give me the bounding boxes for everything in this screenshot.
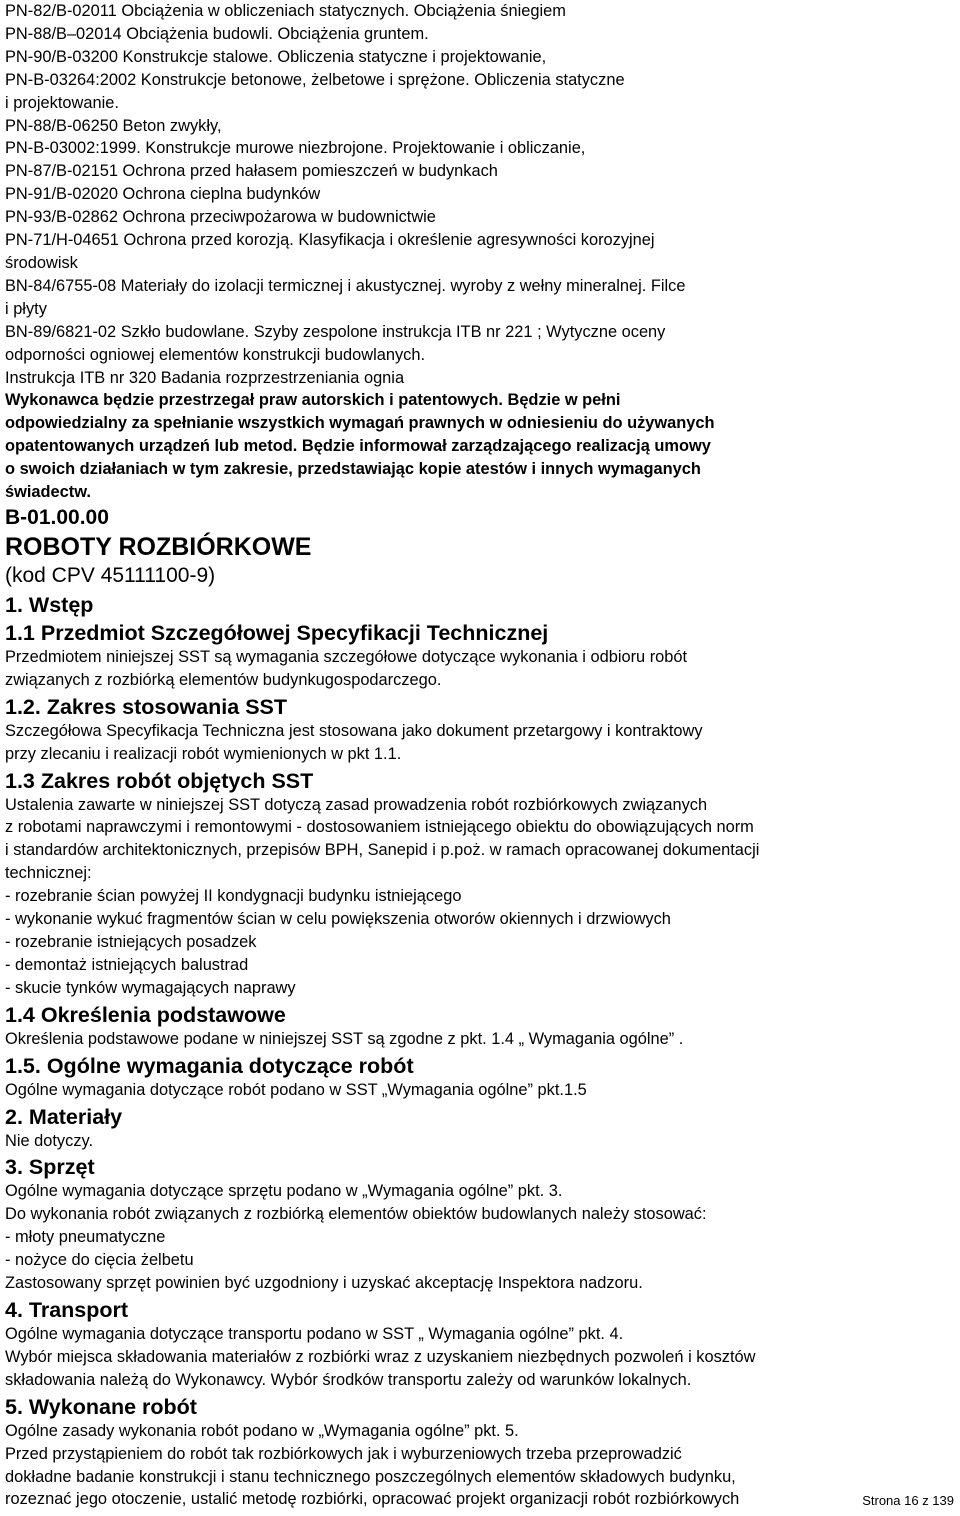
text-line: PN-93/B-02862 Ochrona przeciwpożarowa w budownictwie xyxy=(5,208,436,227)
section-heading: 1.4 Określenia podstawowe xyxy=(5,1002,286,1027)
list-item: - młoty pneumatyczne xyxy=(5,1228,166,1247)
text-line: PN-B-03002:1999. Konstrukcje murowe niezbrojone. Projektowanie i obliczanie, xyxy=(5,139,586,158)
section-heading: 2. Materiały xyxy=(5,1104,123,1129)
section-heading: 1.3 Zakres robót objętych SST xyxy=(5,768,314,793)
text-line: i projektowanie. xyxy=(5,93,119,112)
section-heading: 1. Wstęp xyxy=(5,592,94,617)
text-line: świadectw. xyxy=(5,483,91,502)
text-line: PN-91/B-02020 Ochrona cieplna budynków xyxy=(5,185,321,204)
text-line: z robotami naprawczymi i remontowymi - dostosowaniem istniejącego obiektu do obowiązujących norm xyxy=(5,818,754,837)
text-line: PN-88/B-06250 Beton zwykły, xyxy=(5,116,222,135)
section-heading: 1.5. Ogólne wymagania dotyczące robót xyxy=(5,1053,414,1078)
list-item: - demontaż istniejących balustrad xyxy=(5,955,249,974)
text-line: PN-71/H-04651 Ochrona przed korozją. Klasyfikacja i określenie agresywności korozyjnej xyxy=(5,231,655,250)
text-line: rozeznać jego otoczenie, ustalić metodę rozbiórki, opracować projekt organizacji robót rozbiórkowych xyxy=(5,1490,740,1509)
text-line: Instrukcja ITB nr 320 Badania rozprzestrzeniania ognia xyxy=(5,368,405,387)
text-line: PN-B-03264:2002 Konstrukcje betonowe, żelbetowe i sprężone. Obliczenia statyczne xyxy=(5,70,625,89)
section-heading: 3. Sprzęt xyxy=(5,1155,95,1180)
list-item: - rozebranie istniejących posadzek xyxy=(5,933,257,951)
list-item: - skucie tynków wymagających naprawy xyxy=(5,978,296,997)
text-line: i płyty xyxy=(5,299,47,318)
text-line: Zastosowany sprzęt powinien być uzgodniony i uzyskać akceptację Inspektora nadzoru. xyxy=(5,1274,643,1293)
text-line: Do wykonania robót związanych z rozbiórką elementów obiektów budowlanych należy stosować: xyxy=(5,1205,707,1224)
text-line: związanych z rozbiórką elementów budynkugospodarczego. xyxy=(5,670,442,689)
text-line: PN-87/B-02151 Ochrona przed hałasem pomieszczeń w budynkach xyxy=(5,162,498,181)
text-line: Ogólne wymagania dotyczące robót podano w SST „Wymagania ogólne” pkt.1.5 xyxy=(5,1080,587,1099)
text-line: BN-89/6821-02 Szkło budowlane. Szyby zespolone instrukcja ITB nr 221 ; Wytyczne oceny xyxy=(5,322,666,341)
text-line: środowisk xyxy=(5,253,78,272)
chapter-header xyxy=(5,504,955,590)
text-line: PN-88/B–02014 Obciążenia budowli. Obciążenia gruntem. xyxy=(5,24,429,43)
text-line: Przedmiotem niniejszej SST są wymagania szczegółowe dotyczące wykonania i odbioru robót xyxy=(5,647,688,666)
standards-list xyxy=(5,0,955,389)
text-line: o swoich działaniach w tym zakresie, przedstawiając kopie atestów i innych wymaganych xyxy=(5,460,701,479)
text-line: odporności ogniowej elementów konstrukcji budowlanych. xyxy=(5,345,426,364)
section-heading: 1.1 Przedmiot Szczegółowej Specyfikacji Technicznej xyxy=(5,620,549,645)
text-line: technicznej: xyxy=(5,864,92,883)
text-line: Ogólne wymagania dotyczące sprzętu podano w „Wymagania ogólne” pkt. 3. xyxy=(5,1182,563,1201)
text-line: Przed przystąpieniem do robót tak rozbiórkowych jak i wyburzeniowych trzeba przeprowadzić xyxy=(5,1444,682,1463)
chapter-title: ROBOTY ROZBIÓRKOWE xyxy=(5,532,312,561)
chapter-cpv-code: (kod CPV 45111100-9) xyxy=(5,563,216,587)
text-line: dokładne badanie konstrukcji i stanu technicznego poszczególnych elementów składowych budynku, xyxy=(5,1467,736,1486)
section-heading: 4. Transport xyxy=(5,1297,129,1322)
text-line: Wybór miejsca składowania materiałów z rozbiórki wraz z uzyskaniem niezbędnych pozwoleń i kosztów xyxy=(5,1347,756,1366)
section-heading: 5. Wykonane robót xyxy=(5,1394,197,1419)
contractor-obligation xyxy=(5,389,955,504)
text-line: opatentowanych urządzeń lub metod. Będzie informował zarządzającego realizacją umowy xyxy=(5,437,711,456)
text-line: Szczegółowa Specyfikacja Techniczna jest stosowana jako dokument przetargowy i kontraktowy xyxy=(5,721,703,740)
text-line: PN-82/B-02011 Obciążenia w obliczeniach statycznych. Obciążenia śniegiem xyxy=(5,2,566,20)
chapter-code: B-01.00.00 xyxy=(5,505,109,529)
text-line: Wykonawca będzie przestrzegał praw autorskich i patentowych. Będzie w pełni xyxy=(5,391,621,410)
list-item: - nożyce do cięcia żelbetu xyxy=(5,1251,194,1270)
text-line: składowania należą do Wykonawcy. Wybór środków transportu zależy od warunków lokalnych. xyxy=(5,1370,692,1389)
list-item: - rozebranie ścian powyżej II kondygnacji budynku istniejącego xyxy=(5,887,462,906)
list-item: - wykonanie wykuć fragmentów ścian w celu powiększenia otworów okiennych i drzwiowych xyxy=(5,910,671,929)
page-number: Strona 16 z 139 xyxy=(862,1493,954,1508)
document-page xyxy=(5,0,955,1511)
text-line: Ustalenia zawarte w niniejszej SST dotyczą zasad prowadzenia robót rozbiórkowych związanych xyxy=(5,795,708,814)
text-line: Ogólne zasady wykonania robót podano w „Wymagania ogólne” pkt. 5. xyxy=(5,1421,519,1440)
text-line: odpowiedzialny za spełnianie wszystkich wymagań prawnych w odniesieniu do używanych xyxy=(5,414,715,433)
text-line: Ogólne wymagania dotyczące transportu podano w SST „ Wymagania ogólne” pkt. 4. xyxy=(5,1324,624,1343)
text-line: PN-90/B-03200 Konstrukcje stalowe. Obliczenia statyczne i projektowanie, xyxy=(5,47,547,66)
section-heading: 1.2. Zakres stosowania SST xyxy=(5,694,288,719)
text-line: Określenia podstawowe podane w niniejszej SST są zgodne z pkt. 1.4 „ Wymagania ogólne” . xyxy=(5,1029,684,1048)
text-line: i standardów architektonicznych, przepisów BPH, Sanepid i p.poż. w ramach opracowanej dokumentacji xyxy=(5,841,760,860)
text-line: BN-84/6755-08 Materiały do izolacji termicznej i akustycznej. wyroby z wełny mineralnej. Filce xyxy=(5,276,686,295)
text-line: przy zlecaniu i realizacji robót wymienionych w pkt 1.1. xyxy=(5,744,402,763)
text-line: Nie dotyczy. xyxy=(5,1131,94,1150)
